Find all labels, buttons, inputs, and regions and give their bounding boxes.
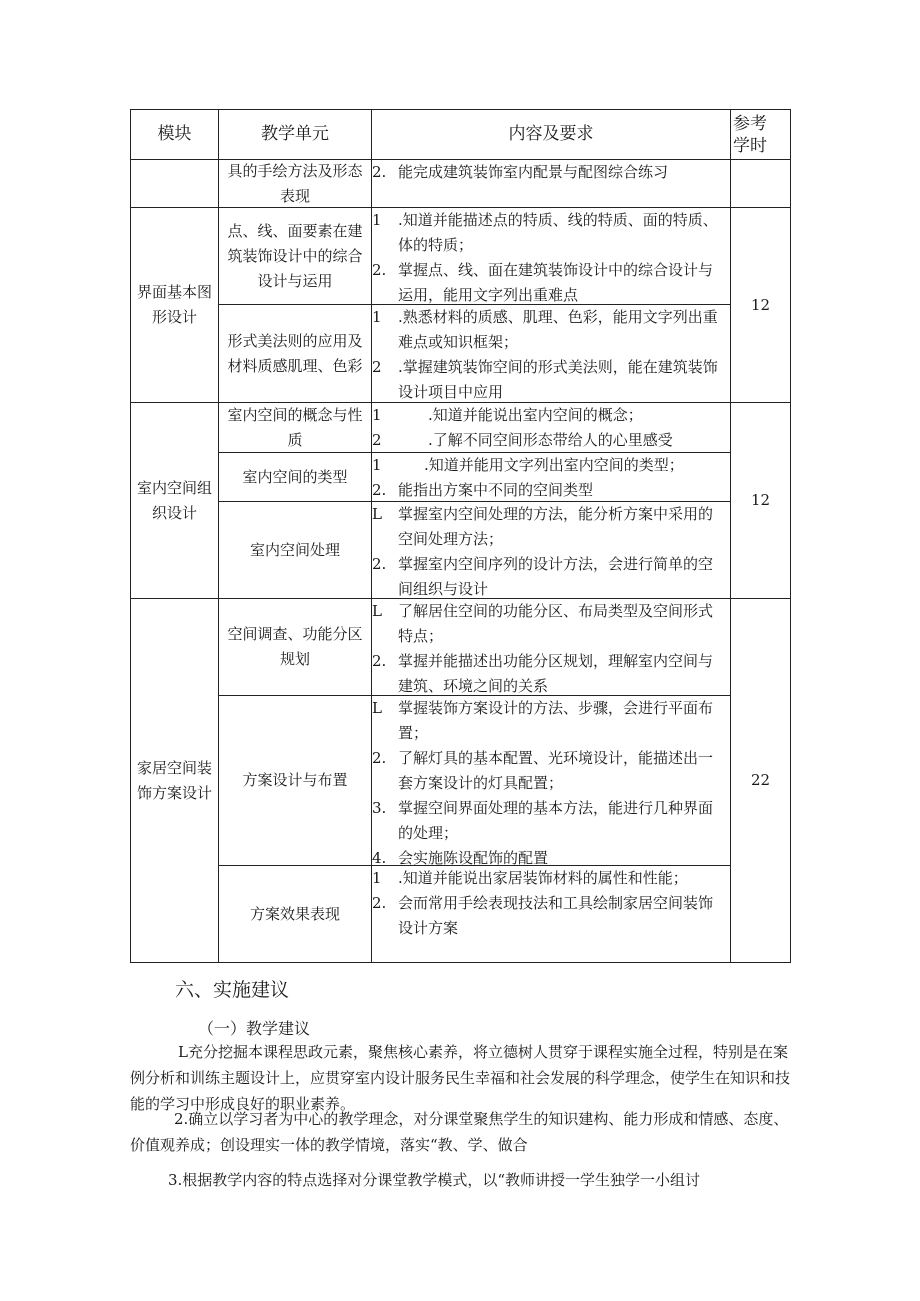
content-item: L 掌握室内空间处理的方法，能分析方案中采用的空间处理方法； [372, 505, 714, 548]
content-cell [372, 502, 727, 598]
content-cell [372, 208, 727, 304]
content-item: 2. 掌握室内空间序列的设计方法，会进行简单的空间组织与设计 [372, 555, 714, 598]
content-item: 2. 掌握点、线、面在建筑装饰设计中的综合设计与运用，能用文字列出重难点 [372, 261, 714, 304]
content-item: 2. 了解灯具的基本配置、光环境设计，能描述出一套方案设计的灯具配置； [372, 749, 714, 792]
content-cell [372, 866, 727, 962]
unit-cell: 点、线、面要素在建筑装饰设计中的综合设计与运用 [227, 221, 363, 290]
unit-cell: 方案设计与布置 [242, 771, 348, 789]
unit-cell: 方案效果表现 [249, 904, 340, 923]
paragraph: L充分挖掘本课程思政元素，聚焦核心素养，将立德树人贯穿于课程实施全过程，特别是在案例分析和训练主题设计上，应贯穿室内设计服务民生幸福和社会发展的科学理念，使学生在知识和技能的学习中形成良好的职业素养。 [130, 1043, 791, 1113]
hours-cell: 12 [750, 491, 771, 509]
unit-cell: 室内空间处理 [249, 540, 340, 559]
content-item: L 了解居住空间的功能分区、布局类型及空间形式特点； [372, 602, 714, 645]
content-cell [372, 160, 727, 185]
table-rule [790, 109, 791, 963]
content-item: 2 .掌握建筑装饰空间的形式美法则，能在建筑装饰设计项目中应用 [372, 358, 718, 401]
unit-cell: 空间调查、功能分区规划 [227, 625, 363, 668]
paragraph: 2.确立以学习者为中心的教学理念，对分课堂聚焦学生的知识建构、能力形成和情感、态度、价值观养成；创设理实一体的教学情境，落实“教、学、做合 [130, 1110, 789, 1154]
content-item: 2 .了解不同空间形态带给人的心里感受 [372, 431, 673, 449]
content-item: 1 .知道并能说出家居装饰材料的属性和性能； [372, 869, 688, 887]
module-cell: 家居空间装饰方案设计 [136, 758, 212, 802]
content-item: L 掌握装饰方案设计的方法、步骤，会进行平面布置； [372, 699, 714, 742]
content-item: 4. 会实施陈设配饰的配置 [372, 849, 549, 865]
content-item: 2. 能指出方案中不同的空间类型 [372, 481, 594, 499]
content-item: 3. 掌握空间界面处理的基本方法，能进行几种界面的处理； [372, 799, 714, 842]
content-cell [372, 305, 727, 402]
unit-cell: 形式美法则的应用及材料质感肌理、色彩 [227, 331, 363, 375]
header-unit: 教学单元 [261, 124, 329, 144]
content-cell [372, 453, 727, 501]
paragraph: 3.根据教学内容的特点选择对分课堂教学模式，以“教师讲授一学生独学一小组讨 [168, 1171, 700, 1189]
content-item: 2. 掌握并能描述出功能分区规划，理解室内空间与建筑、环境之间的关系 [372, 652, 714, 695]
content-item: 2. 会而常用手绘表现技法和工具绘制家居空间装饰设计方案 [372, 894, 714, 937]
content-item: 2. 能完成建筑装饰室内配景与配图综合练习 [372, 163, 669, 181]
table-rule [218, 109, 219, 963]
unit-cell: 具的手绘方法及形态表现 [227, 161, 363, 205]
unit-cell: 室内空间的概念与性质 [227, 405, 363, 449]
header-hours: 参考学时 [733, 113, 767, 156]
content-item: 1 .知道并能说出室内空间的概念； [372, 406, 643, 424]
content-item: 1 .知道并能用文字列出室内空间的类型； [372, 456, 684, 474]
content-item: 1 .熟悉材料的质感、肌理、色彩，能用文字列出重难点或知识框架； [372, 308, 718, 351]
hours-cell: 12 [750, 295, 771, 314]
header-content: 内容及要求 [508, 124, 594, 144]
section-title: 六、实施建议 [175, 979, 290, 1001]
module-cell: 界面基本图形设计 [136, 283, 212, 326]
unit-cell: 室内空间的类型 [242, 467, 348, 486]
content-cell [372, 696, 727, 865]
content-item: 1 .知道并能描述点的特质、线的特质、面的特质、体的特质； [372, 211, 718, 254]
content-cell [372, 403, 727, 452]
table-rule [130, 962, 791, 963]
section-subtitle: （一）教学建议 [198, 1019, 311, 1038]
module-cell: 室内空间组织设计 [136, 478, 212, 522]
header-module: 模块 [157, 124, 192, 144]
hours-cell: 22 [750, 771, 771, 789]
content-cell [372, 599, 727, 695]
